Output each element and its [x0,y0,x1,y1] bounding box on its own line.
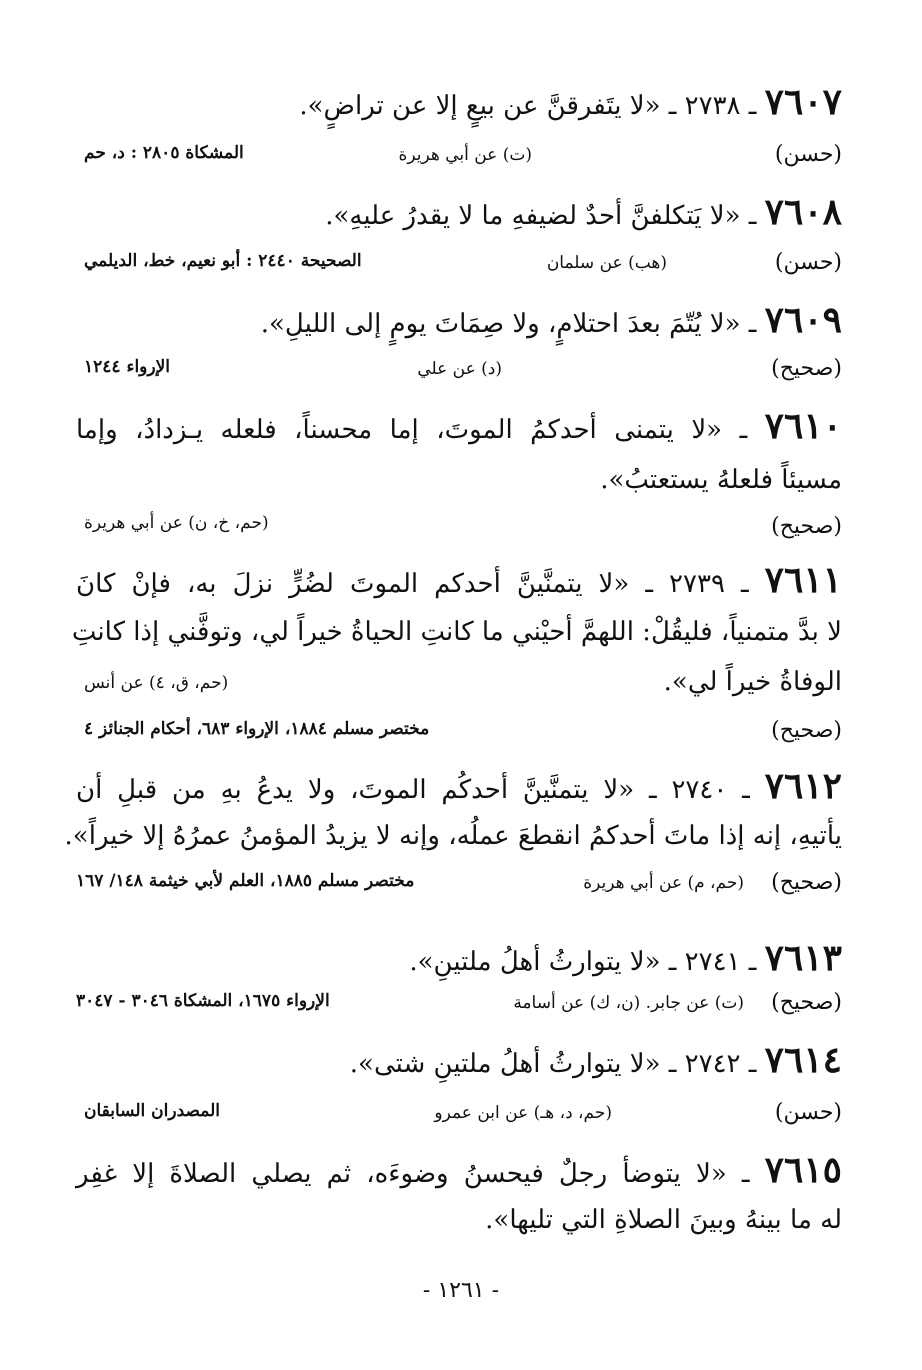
source: (حم، خ، ن) عن أبي هريرة [84,513,269,533]
hadith-text: «لا يتَفرقنَّ عن بيعٍ إلا عن تراضٍ». [299,91,661,121]
hadith-number: ٧٦١٢ [764,765,842,807]
entry-7608-line-1: ٧٦٠٨ ـ «لا يَتكلفنَّ أحدٌ لضيفهِ ما لا يقدرُ عليهِ». [325,191,842,233]
references: مختصر مسلم ١٨٨٥، العلم لأبي خيثمة ١٤٨/ ١٦٧ [76,871,415,891]
inline-source: (حم، ق، ٤) عن أنس [84,673,229,693]
entry-7612-line-2: يأتيهِ، إنه إذا ماتَ أحدكمُ انقطعَ عملُه، وإنه لا يزيدُ المؤمنُ عمرُهُ إلا خيراً». [64,821,842,851]
source: (هب) عن سلمان [546,253,667,273]
secondary-number: ٢٧٤٢ [684,1049,741,1079]
hadith-text: «لا يتوارثُ أهلُ ملتينِ شتى». [349,1049,661,1079]
grade: (حسن) [774,142,842,167]
hadith-number: ٧٦١٤ [764,1039,842,1081]
hadith-number: ٧٦١٠ [764,405,843,447]
grade: (صحيح) [771,718,842,743]
source: (د) عن علي [417,359,502,379]
secondary-number: ٢٧٤١ [684,947,741,977]
entry-7610-line-2: مسيئاً فلعلهُ يستعتبُ». [600,465,842,495]
references: المصدران السابقان [84,1101,220,1121]
hadith-number: ٧٦١١ [764,559,843,601]
grade: (صحيح) [771,356,842,381]
secondary-number: ٢٧٤٠ [671,775,728,805]
page-number: - ١٢٦١ - [422,1278,500,1303]
hadith-number: ٧٦٠٩ [764,299,842,341]
references: الإرواء ١٦٧٥، المشكاة ٣٠٤٦ - ٣٠٤٧ [76,991,330,1011]
entry-7610-line-1: ٧٦١٠ ـ «لا يتمنى أحدكمُ الموتَ، إما محسناً، فلعله يـزدادُ، وإما [76,405,843,447]
entry-7614-line-1: ٧٦١٤ ـ ٢٧٤٢ ـ «لا يتوارثُ أهلُ ملتينِ شتى». [349,1039,842,1081]
entry-7611-line-1: ٧٦١١ ـ ٢٧٣٩ ـ «لا يتمنَّينَّ أحدكم الموتَ لضُرٍّ نزلَ به، فإنْ كانَ [76,559,843,601]
entry-7613-line-1: ٧٦١٣ ـ ٢٧٤١ ـ «لا يتوارثُ أهلُ ملتينِ». [409,937,842,979]
entry-7611-line-2: لا بدَّ متمنياً، فليقُلْ: اللهمَّ أحيْني ما كانتِ الحياةُ خيراً لي، وتوفَّني إذا كانتِ [71,617,842,647]
secondary-number: ٢٧٣٩ [669,569,725,599]
entry-7615-line-2: له ما بينهُ وبينَ الصلاةِ التي تليها». [485,1205,842,1235]
hadith-text: «لا يَتكلفنَّ أحدٌ لضيفهِ ما لا يقدرُ عليهِ». [325,201,741,231]
references: المشكاة ٢٨٠٥ : د، حم [84,143,244,163]
grade: (صحيح) [771,990,842,1015]
hadith-number: ٧٦٠٧ [764,81,842,123]
grade: (حسن) [774,250,842,275]
hadith-text: «لا يتوضأ رجلٌ فيحسنُ وضوءَه، ثم يصلي الصلاةَ إلا غفِر [76,1159,727,1189]
entry-7607-line-1: ٧٦٠٧ ـ ٢٧٣٨ ـ «لا يتَفرقنَّ عن بيعٍ إلا عن تراضٍ». [299,81,842,123]
hadith-text: «لا يتمنَّينَّ أحدكُم الموتَ، ولا يدعُ بهِ من قبلِ أن [76,775,635,805]
source: (حم، م) عن أبي هريرة [583,873,744,893]
hadith-number: ٧٦٠٨ [764,191,842,233]
source: (ت) عن أبي هريرة [398,145,532,165]
grade: (صحيح) [771,870,842,895]
entry-7615-line-1: ٧٦١٥ ـ «لا يتوضأ رجلٌ فيحسنُ وضوءَه، ثم يصلي الصلاةَ إلا غفِر [76,1149,842,1191]
hadith-text: «لا يتمنَّينَّ أحدكم الموتَ لضُرٍّ نزلَ به، فإنْ كانَ [76,569,630,599]
hadith-text: «لا يتوارثُ أهلُ ملتينِ». [409,947,661,977]
entry-7609-line-1: ٧٦٠٩ ـ «لا يُتّمَ بعدَ احتلامٍ، ولا صِمَاتَ يومٍ إلى الليلِ». [260,299,842,341]
grade: (صحيح) [771,514,842,539]
references: مختصر مسلم ١٨٨٤، الإرواء ٦٨٣، أحكام الجنائز ٤ [84,719,430,739]
source: (حم، د، هـ) عن ابن عمرو [434,1103,612,1123]
hadith-text: «لا يتمنى أحدكمُ الموتَ، إما محسناً، فلعله يـزدادُ، وإما [76,415,723,445]
secondary-number: ٢٧٣٨ [684,91,741,121]
entry-7612-line-1: ٧٦١٢ ـ ٢٧٤٠ ـ «لا يتمنَّينَّ أحدكُم الموتَ، ولا يدعُ بهِ من قبلِ أن [76,765,842,807]
references: الإرواء ١٢٤٤ [84,357,171,377]
entry-7611-line-3: الوفاةُ خيراً لي». [663,667,842,697]
source: (ت) عن جابر. (ن، ك) عن أسامة [513,993,744,1013]
references: الصحيحة ٢٤٤٠ : أبو نعيم، خط، الديلمي [84,251,362,271]
grade: (حسن) [774,1100,842,1125]
hadith-text: «لا يُتّمَ بعدَ احتلامٍ، ولا صِمَاتَ يومٍ إلى الليلِ». [260,309,741,339]
hadith-number: ٧٦١٣ [764,937,842,979]
hadith-number: ٧٦١٥ [764,1149,842,1191]
